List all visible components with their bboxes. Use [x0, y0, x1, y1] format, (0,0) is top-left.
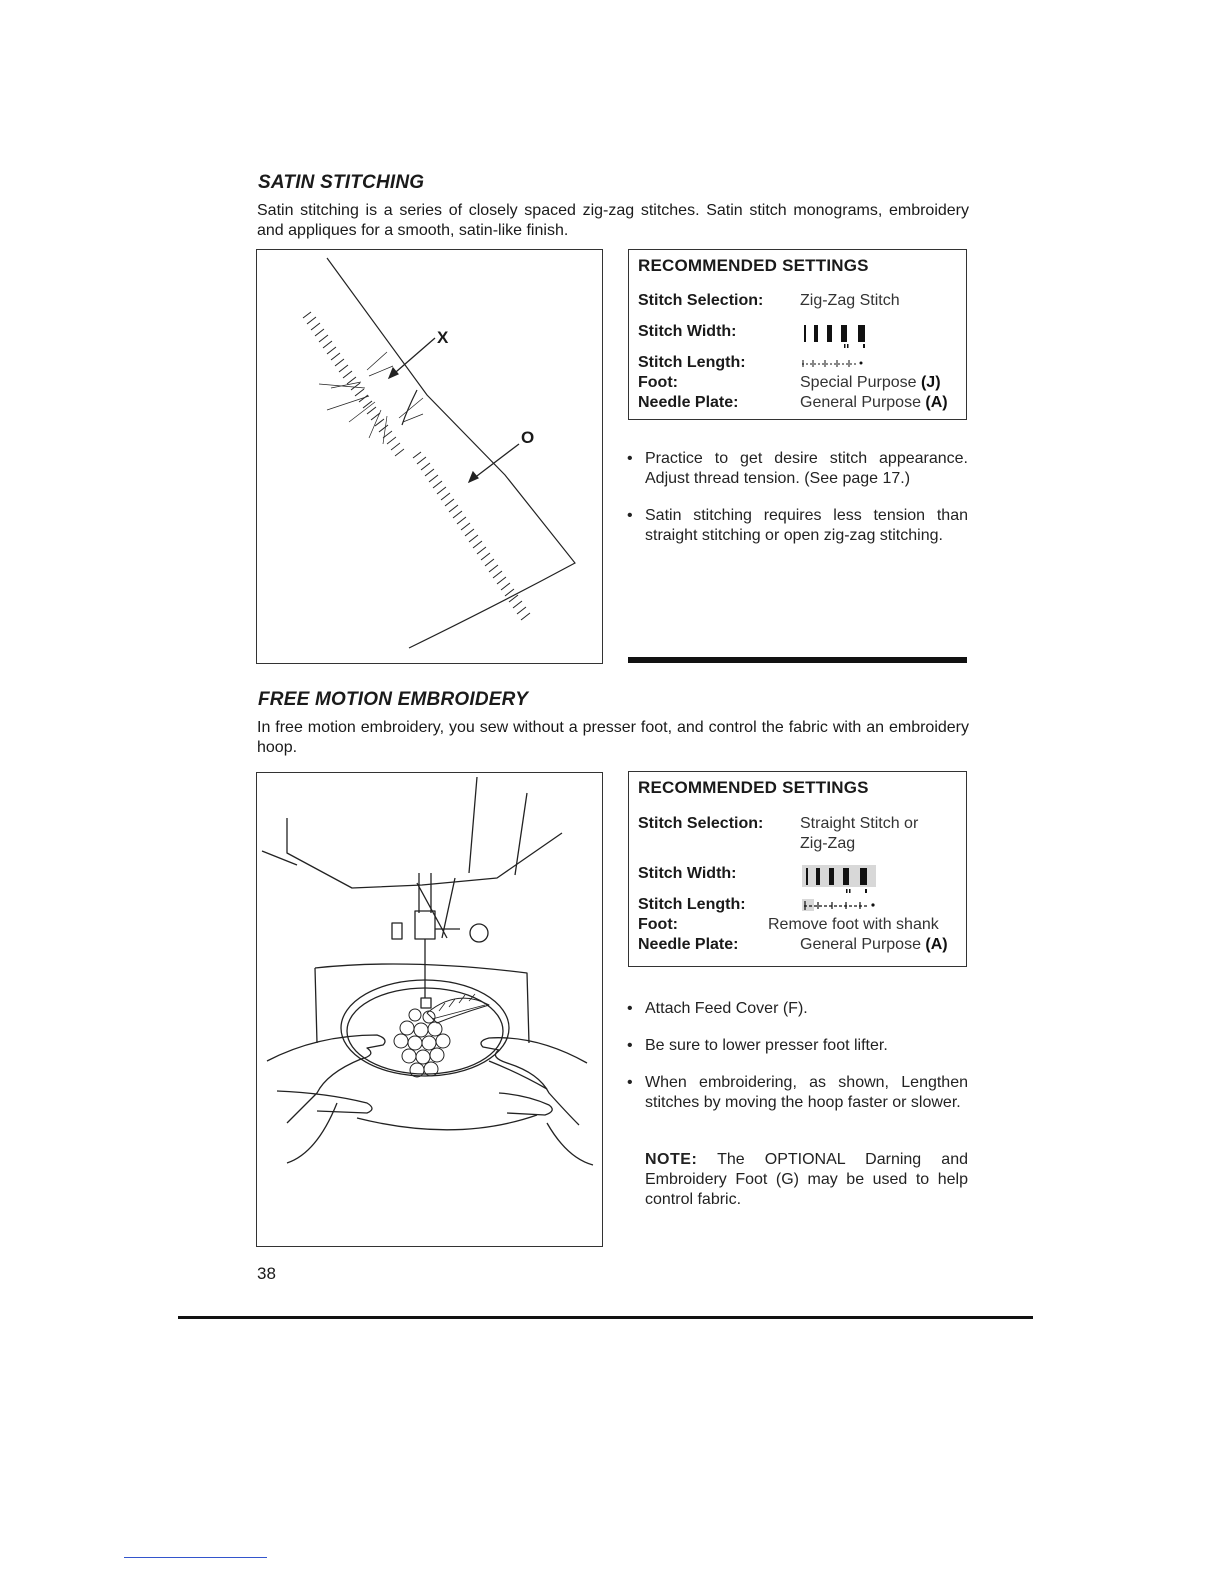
free-motion-row-stitch-width: [638, 865, 958, 896]
row-label: Foot:: [638, 916, 678, 933]
note-label: NOTE:: [645, 1151, 698, 1168]
list-item: • When embroidering, as shown, Lengthen stitches by moving the hoop faster or slower.: [626, 1073, 968, 1113]
satin-row-stitch-width: [638, 323, 958, 354]
row-label: Stitch Width:: [638, 323, 737, 340]
satin-row-stitch-selection: [638, 292, 958, 323]
free-motion-row-foot: [638, 916, 958, 936]
row-value: Straight Stitch or Zig-Zag: [800, 815, 919, 852]
label-x: X: [437, 328, 449, 347]
row-label: Stitch Selection:: [638, 815, 764, 832]
free-motion-settings-heading: RECOMMENDED SETTINGS: [638, 778, 869, 797]
row-label: Stitch Length:: [638, 896, 746, 913]
satin-fabric-illustration: [257, 250, 601, 662]
embroidery-figure: [256, 772, 603, 1247]
free-motion-bullets: [626, 999, 968, 1130]
footer-rule: [178, 1316, 1033, 1319]
label-o: O: [521, 428, 535, 447]
row-value-code: (J): [920, 374, 941, 391]
row-value: Special Purpose: [800, 374, 917, 391]
footer-link-underline: [124, 1557, 267, 1558]
list-item: • Satin stitching requires less tension than straight stitching or open zig-zag stitching.: [626, 506, 968, 546]
free-motion-title: FREE MOTION EMBROIDERY: [258, 689, 529, 710]
stitch-length-icon: [800, 896, 958, 914]
page-number: 38: [257, 1264, 276, 1283]
satin-title: SATIN STITCHING: [258, 172, 425, 193]
satin-figure: [256, 249, 603, 664]
free-motion-row-stitch-selection: [638, 814, 958, 865]
row-value: Remove foot with shank: [768, 916, 939, 933]
list-item: • Attach Feed Cover (F).: [626, 999, 968, 1019]
note-paragraph: [626, 1150, 968, 1210]
stitch-length-icon: [800, 354, 958, 372]
row-label: Stitch Width:: [638, 865, 737, 882]
free-motion-intro: In free motion embroidery, you sew without a presser foot, and control the fabric with an embroidery hoop.: [257, 719, 969, 756]
row-label: Needle Plate:: [638, 936, 739, 953]
row-label: Stitch Length:: [638, 354, 746, 371]
free-motion-row-stitch-length: [638, 896, 958, 916]
row-value: General Purpose: [800, 936, 921, 953]
list-item: • Be sure to lower presser foot lifter.: [626, 1036, 968, 1056]
row-label: Stitch Selection:: [638, 292, 764, 309]
satin-settings-box: [628, 249, 967, 420]
row-value: Zig-Zag Stitch: [800, 292, 900, 309]
section-divider: [628, 657, 967, 663]
stitch-width-icon: [800, 323, 958, 349]
row-value-code: (A): [925, 394, 948, 411]
satin-row-stitch-length: [638, 354, 958, 374]
satin-row-needle-plate: [638, 394, 958, 414]
row-value: General Purpose: [800, 394, 921, 411]
satin-bullets: [626, 449, 968, 563]
embroidery-hoop-illustration: [257, 773, 601, 1245]
note-text: The OPTIONAL Darning and Embroidery Foot (G) may be used to help control fabric.: [645, 1151, 968, 1208]
row-label: Foot:: [638, 374, 678, 391]
list-item: • Practice to get desire stitch appearance. Adjust thread tension. (See page 17.): [626, 449, 968, 489]
free-motion-settings-box: [628, 771, 967, 967]
satin-row-foot: [638, 374, 958, 394]
row-label: Needle Plate:: [638, 394, 739, 411]
row-value-code: (A): [925, 936, 948, 953]
satin-settings-heading: RECOMMENDED SETTINGS: [638, 256, 869, 275]
stitch-width-icon: [800, 865, 958, 895]
satin-intro: Satin stitching is a series of closely spaced zig-zag stitches. Satin stitch monograms, embroidery and appliques for a smooth, satin-like finish.: [257, 202, 969, 239]
free-motion-row-needle-plate: [638, 936, 958, 956]
